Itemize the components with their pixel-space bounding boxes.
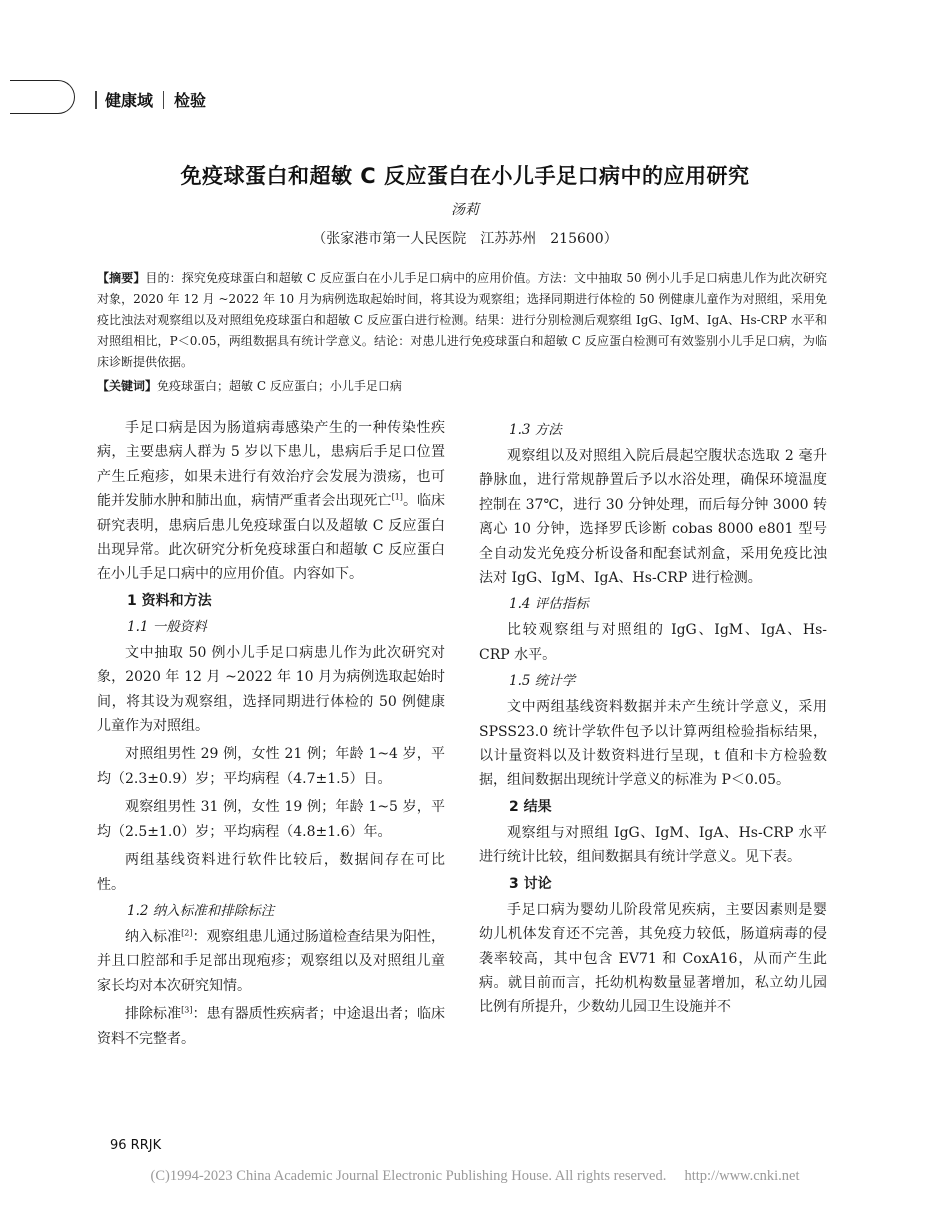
inclusion-label: 纳入标准 [125,928,182,945]
paragraph: 对照组男性 29 例，女性 21 例；年龄 1~4 岁，平均（2.3±0.9）岁；平均病程（4.7±1.5）日。 [97,746,445,787]
article-author: 汤莉 [451,202,479,218]
paragraph: 文中抽取 50 例小儿手足口病患儿作为此次研究对象，2020 年 12 月 ~2022 年 10 月为病例选取起始时间，将其设为观察组，选择同期进行体检的 50 例健康儿童作为对照组。 [97,644,445,735]
paragraph: 观察组与对照组 IgG、IgM、IgA、Hs-CRP 水平进行统计比较，组间数据具有统计学意义。见下表。 [479,824,827,866]
inclusion-text: ：观察组患儿通过肠道检查结果为阳性，并且口腔部和手足部出现疱疹；观察组以及对照组儿童家长均对本次研究知情。 [97,928,446,994]
heading-criteria: 1.2 纳入标准和排除标注 [127,902,275,919]
abstract [97,268,827,373]
heading-results: 2 结果 [509,798,552,815]
citation-2: [2] [181,928,193,938]
subsection-name: 检验 [174,91,207,110]
paragraph: 比较观察组与对照组的 IgG、IgM、IgA、Hs-CRP 水平。 [479,622,827,663]
section-name: 健康域 [105,91,154,110]
header-divider [163,91,164,109]
keywords-label: 【关键词】 [97,379,158,393]
intro-text-a: 手足口病是因为肠道病毒感染产生的一种传染性疾病，主要患病人群为 5 岁以下患儿，患病后手足口位置产生丘疱疹，如果未进行有效治疗会发展为溃疡，也可能并发肺水肿和肺出血，病情严重者会出现死亡 [97,420,445,510]
paragraph: 手足口病为婴幼儿阶段常见疾病，主要因素则是婴幼儿机体发育还不完善，其免疫力较低，肠道病毒的侵袭率较高，其中包含 EV71 和 CoxA16，从而产生此病。就目前而言，托幼机构数量显著增加，私立幼儿园比例有所提升，少数幼儿园卫生设施并不 [479,901,827,1016]
left-column [97,416,445,1051]
heading-discussion: 3 讨论 [509,875,552,892]
paragraph: 两组基线资料进行软件比较后，数据间存在可比性。 [97,852,445,893]
citation-3: [3] [181,1005,193,1015]
intro-paragraph [97,416,445,587]
inclusion-paragraph [97,925,445,998]
heading-methods: 1.3 方法 [509,422,562,438]
exclusion-paragraph [97,1002,445,1051]
paragraph: 文中两组基线资料数据并未产生统计学意义，采用 SPSS23.0 统计学软件包予以计算两组检验指标结果，以计量资料以及计数资料进行呈现，t 值和卡方检验数据，组间数据出现统计学意义的标准为 P＜0.05。 [479,699,827,789]
copyright-watermark: (C)1994-2023 China Academic Journal Electronic Publishing House. All rights reserved. http://www.cnki.net [150,1168,800,1184]
paragraph: 观察组男性 31 例，女性 19 例；年龄 1~5 岁，平均（2.5±1.0）岁；平均病程（4.8±1.6）年。 [97,799,445,840]
section-tab-shape [10,80,75,114]
article-affiliation: （张家港市第一人民医院 江苏苏州 215600） [312,231,618,247]
citation-1: [1] [391,492,403,502]
header-bar [95,91,97,109]
right-column [479,416,827,1020]
paragraph: 观察组以及对照组入院后晨起空腹状态选取 2 毫升静脉血，进行常规静置后予以水浴处理，确保环境温度控制在 37℃，进行 30 分钟处理，而后每分钟 3000 转离心 10 分钟，选择罗氏诊断 cobas 8000 e801 型号全自动发光免疫分析设备和配套试剂盒，采用免疫比浊法对 IgG、IgM、IgA、Hs-CRP 进行检测。 [479,448,827,587]
article-title: 免疫球蛋白和超敏 C 反应蛋白在小儿手足口病中的应用研究 [180,164,750,188]
heading-evaluation: 1.4 评估指标 [509,596,589,613]
section-header [95,88,206,111]
exclusion-label: 排除标准 [125,1006,182,1023]
keywords [97,376,827,397]
page-footer: 96 RRJK [110,1138,162,1153]
heading-general-data: 1.1 一般资料 [127,618,207,635]
intro-text-b: 。临床研究表明，患病后患儿免疫球蛋白以及超敏 C 反应蛋白出现异常。此次研究分析免疫球蛋白和超敏 C 反应蛋白在小儿手足口病中的应用价值。内容如下。 [97,493,446,583]
heading-statistics: 1.5 统计学 [509,673,576,690]
keywords-text: 免疫球蛋白；超敏 C 反应蛋白；小儿手足口病 [157,379,402,393]
abstract-text: 目的：探究免疫球蛋白和超敏 C 反应蛋白在小儿手足口病中的应用价值。方法：文中抽取 50 例小儿手足口病患儿作为此次研究对象，2020 年 12 月 ~2022 年 10 月为病例选取起始时间，将其设为观察组；选择同期进行体检的 50 例健康儿童作为对照组，采用免疫比浊法对观察组以及对照组免疫球蛋白和超敏 C 反应蛋白进行检测。结果：进行分别检测后观察组 IgG、IgM、IgA、Hs-CRP 水平和对照组相比，P＜0.05，两组数据具有统计学意义。结论：对患儿进行免疫球蛋白和超敏 C 反应蛋白检测可有效鉴别小儿手足口病，为临床诊断提供依据。 [97,271,827,369]
exclusion-text: ：患有器质性疾病者；中途退出者；临床资料不完整者。 [97,1006,446,1047]
abstract-label: 【摘要】 [97,271,146,285]
heading-materials-methods: 1 资料和方法 [127,592,212,609]
